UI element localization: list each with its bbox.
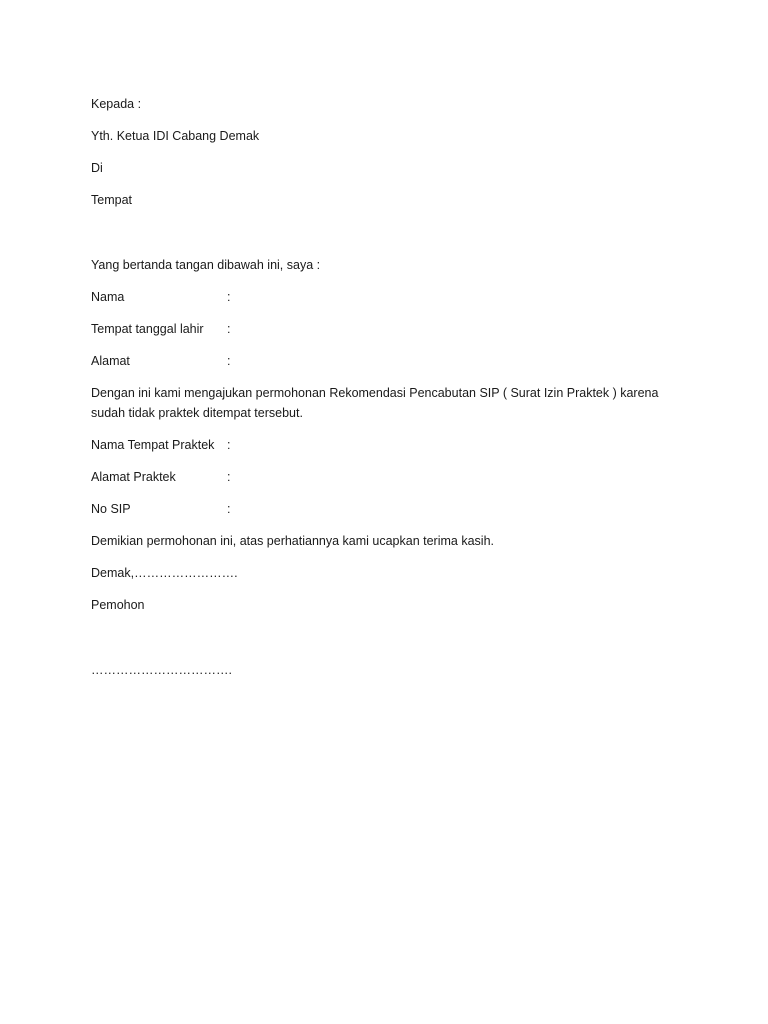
field-colon: : [227, 322, 231, 336]
field-label: Nama Tempat Praktek [91, 438, 215, 452]
field-label: Alamat [91, 354, 130, 368]
addressee-heading: Kepada : [91, 97, 142, 111]
letter-body [91, 94, 681, 680]
field-row-nama [91, 287, 681, 307]
intro-line: Yang bertanda tangan dibawah ini, saya : [91, 258, 321, 272]
applicant-label: Pemohon [91, 598, 145, 612]
closing-line: Demikian permohonan ini, atas perhatiannya kami ucapkan terima kasih. [91, 534, 494, 548]
field-row-no-sip [91, 499, 681, 519]
recipient-line: Yth. Ketua IDI Cabang Demak [91, 129, 260, 143]
field-row-alamat [91, 351, 681, 371]
field-row-nama-tempat-praktek [91, 435, 681, 455]
field-row-tempat-tanggal-lahir [91, 319, 681, 339]
place-date-line: Demak,……………………. [91, 566, 238, 580]
field-colon: : [227, 502, 231, 516]
tempat-line: Tempat [91, 193, 132, 207]
field-label: No SIP [91, 502, 131, 516]
field-colon: : [227, 290, 231, 304]
field-colon: : [227, 354, 231, 368]
field-label: Alamat Praktek [91, 470, 176, 484]
field-colon: : [227, 470, 231, 484]
field-row-alamat-praktek [91, 467, 681, 487]
field-label: Nama [91, 290, 125, 304]
di-line: Di [91, 161, 103, 175]
body-paragraph: Dengan ini kami mengajukan permohonan Rekomendasi Pencabutan SIP ( Surat Izin Praktek ) karena sudah tidak praktek ditempat tersebut. [91, 386, 659, 420]
signature-line: ……………………………. [91, 663, 232, 677]
field-label: Tempat tanggal lahir [91, 322, 204, 336]
field-colon: : [227, 438, 231, 452]
